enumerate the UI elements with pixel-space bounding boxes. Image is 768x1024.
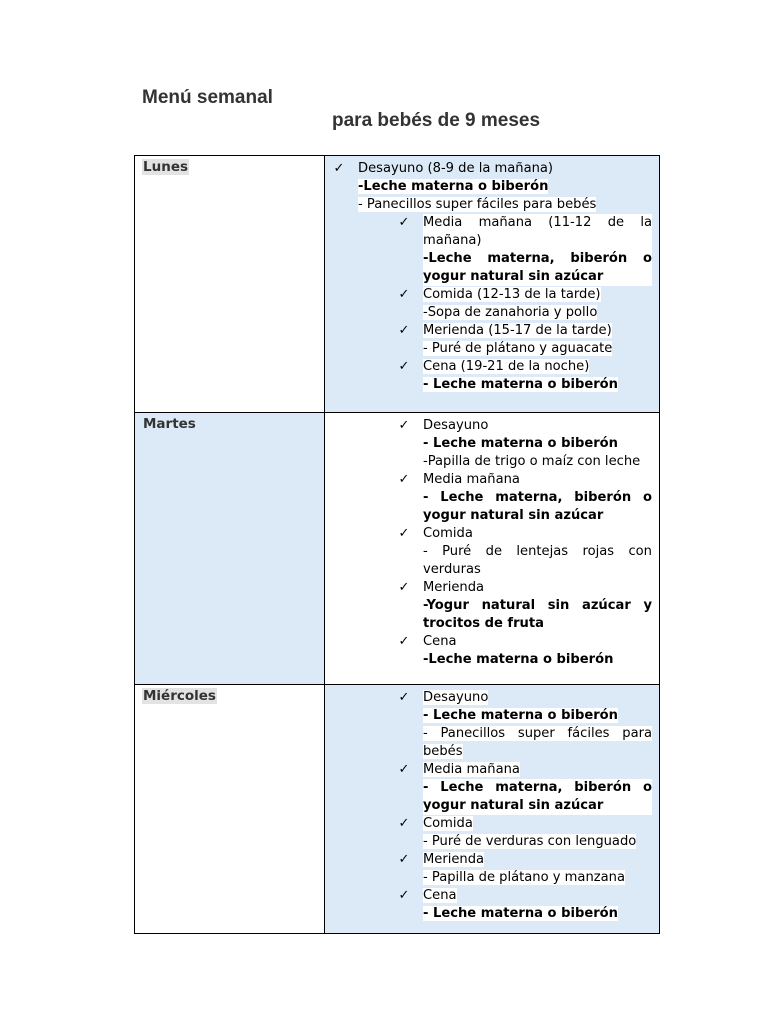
meals-cell-miercoles xyxy=(325,685,660,934)
meal-item xyxy=(325,286,652,322)
table-row-martes xyxy=(135,413,660,685)
meal-detail: - Puré de verduras con lenguado xyxy=(423,834,637,849)
checkmark-icon: ✓ xyxy=(398,418,410,433)
meal-label: Cena xyxy=(423,888,457,903)
meal-detail: - Leche materna o biberón xyxy=(423,377,618,392)
meal-item xyxy=(325,815,652,851)
checkmark-icon: ✓ xyxy=(398,852,410,867)
meal-detail: -Leche materna, biberón o yogur natural sin azúcar xyxy=(423,251,652,284)
meal-item xyxy=(325,214,652,286)
meal-detail: - Leche materna, biberón o yogur natural sin azúcar xyxy=(423,490,652,523)
day-label: Martes xyxy=(143,416,196,432)
day-label: Lunes xyxy=(143,159,189,175)
meal-label: Cena (19-21 de la noche) xyxy=(423,359,590,374)
table-row-miercoles xyxy=(135,685,660,934)
meal-item xyxy=(325,322,652,358)
meal-detail: - Puré de lentejas rojas con verduras xyxy=(423,544,652,577)
meal-item xyxy=(325,761,652,815)
meal-detail: - Puré de plátano y aguacate xyxy=(423,341,613,356)
meal-detail: -Yogur natural sin azúcar y trocitos de fruta xyxy=(423,598,652,631)
day-label: Miércoles xyxy=(143,688,216,704)
meal-detail: - Leche materna o biberón xyxy=(423,708,618,723)
meal-item xyxy=(325,358,652,394)
meal-detail: -Sopa de zanahoria y pollo xyxy=(423,305,598,320)
meal-detail: - Papilla de plátano y manzana xyxy=(423,870,625,885)
day-cell-lunes xyxy=(135,156,325,413)
meal-item xyxy=(325,579,652,633)
meal-label: Media mañana (11-12 de la mañana) xyxy=(423,215,652,248)
document-subtitle: para bebés de 9 meses xyxy=(332,110,541,131)
checkmark-icon: ✓ xyxy=(333,161,345,176)
document-title: Menú semanal xyxy=(142,87,273,108)
checkmark-icon: ✓ xyxy=(398,323,410,338)
checkmark-icon: ✓ xyxy=(398,526,410,541)
meal-item xyxy=(325,525,652,579)
meals-cell-martes xyxy=(325,413,660,685)
meal-detail: -Leche materna o biberón xyxy=(358,179,549,194)
meal-detail: - Panecillos super fáciles para bebés xyxy=(423,726,652,759)
checkmark-icon: ✓ xyxy=(398,690,410,705)
meal-label: Cena xyxy=(423,634,457,649)
checkmark-icon: ✓ xyxy=(398,472,410,487)
meal-item xyxy=(325,417,652,471)
meal-item xyxy=(325,471,652,525)
checkmark-icon: ✓ xyxy=(398,287,410,302)
meal-item xyxy=(325,887,652,923)
meal-label: Desayuno xyxy=(423,690,489,705)
checkmark-icon: ✓ xyxy=(398,762,410,777)
weekly-menu-table xyxy=(134,155,660,934)
meal-item xyxy=(325,689,652,761)
meal-label: Merienda xyxy=(423,852,485,867)
meal-label: Desayuno xyxy=(423,418,489,433)
meal-label: Merienda (15-17 de la tarde) xyxy=(423,323,612,338)
meal-item xyxy=(325,160,652,214)
table-row-lunes xyxy=(135,156,660,413)
meal-item xyxy=(325,633,652,669)
meal-detail: -Papilla de trigo o maíz con leche xyxy=(423,454,641,469)
meal-label: Merienda xyxy=(423,580,485,595)
meal-detail: - Leche materna, biberón o yogur natural sin azúcar xyxy=(423,780,652,813)
meal-detail: - Leche materna o biberón xyxy=(423,436,618,451)
meal-detail: - Leche materna o biberón xyxy=(423,906,618,921)
meal-label: Comida xyxy=(423,526,473,541)
checkmark-icon: ✓ xyxy=(398,215,410,230)
checkmark-icon: ✓ xyxy=(398,580,410,595)
day-cell-martes xyxy=(135,413,325,685)
checkmark-icon: ✓ xyxy=(398,816,410,831)
checkmark-icon: ✓ xyxy=(398,634,410,649)
meals-cell-lunes xyxy=(325,156,660,413)
meal-detail: -Leche materna o biberón xyxy=(423,652,614,667)
meal-label: Comida xyxy=(423,816,473,831)
meal-label: Media mañana xyxy=(423,762,520,777)
meal-detail: - Panecillos super fáciles para bebés xyxy=(358,197,597,212)
meal-item xyxy=(325,851,652,887)
meal-label: Media mañana xyxy=(423,472,520,487)
meal-label: Comida (12-13 de la tarde) xyxy=(423,287,601,302)
day-cell-miercoles xyxy=(135,685,325,934)
meal-label: Desayuno (8-9 de la mañana) xyxy=(358,161,554,176)
checkmark-icon: ✓ xyxy=(398,888,410,903)
checkmark-icon: ✓ xyxy=(398,359,410,374)
